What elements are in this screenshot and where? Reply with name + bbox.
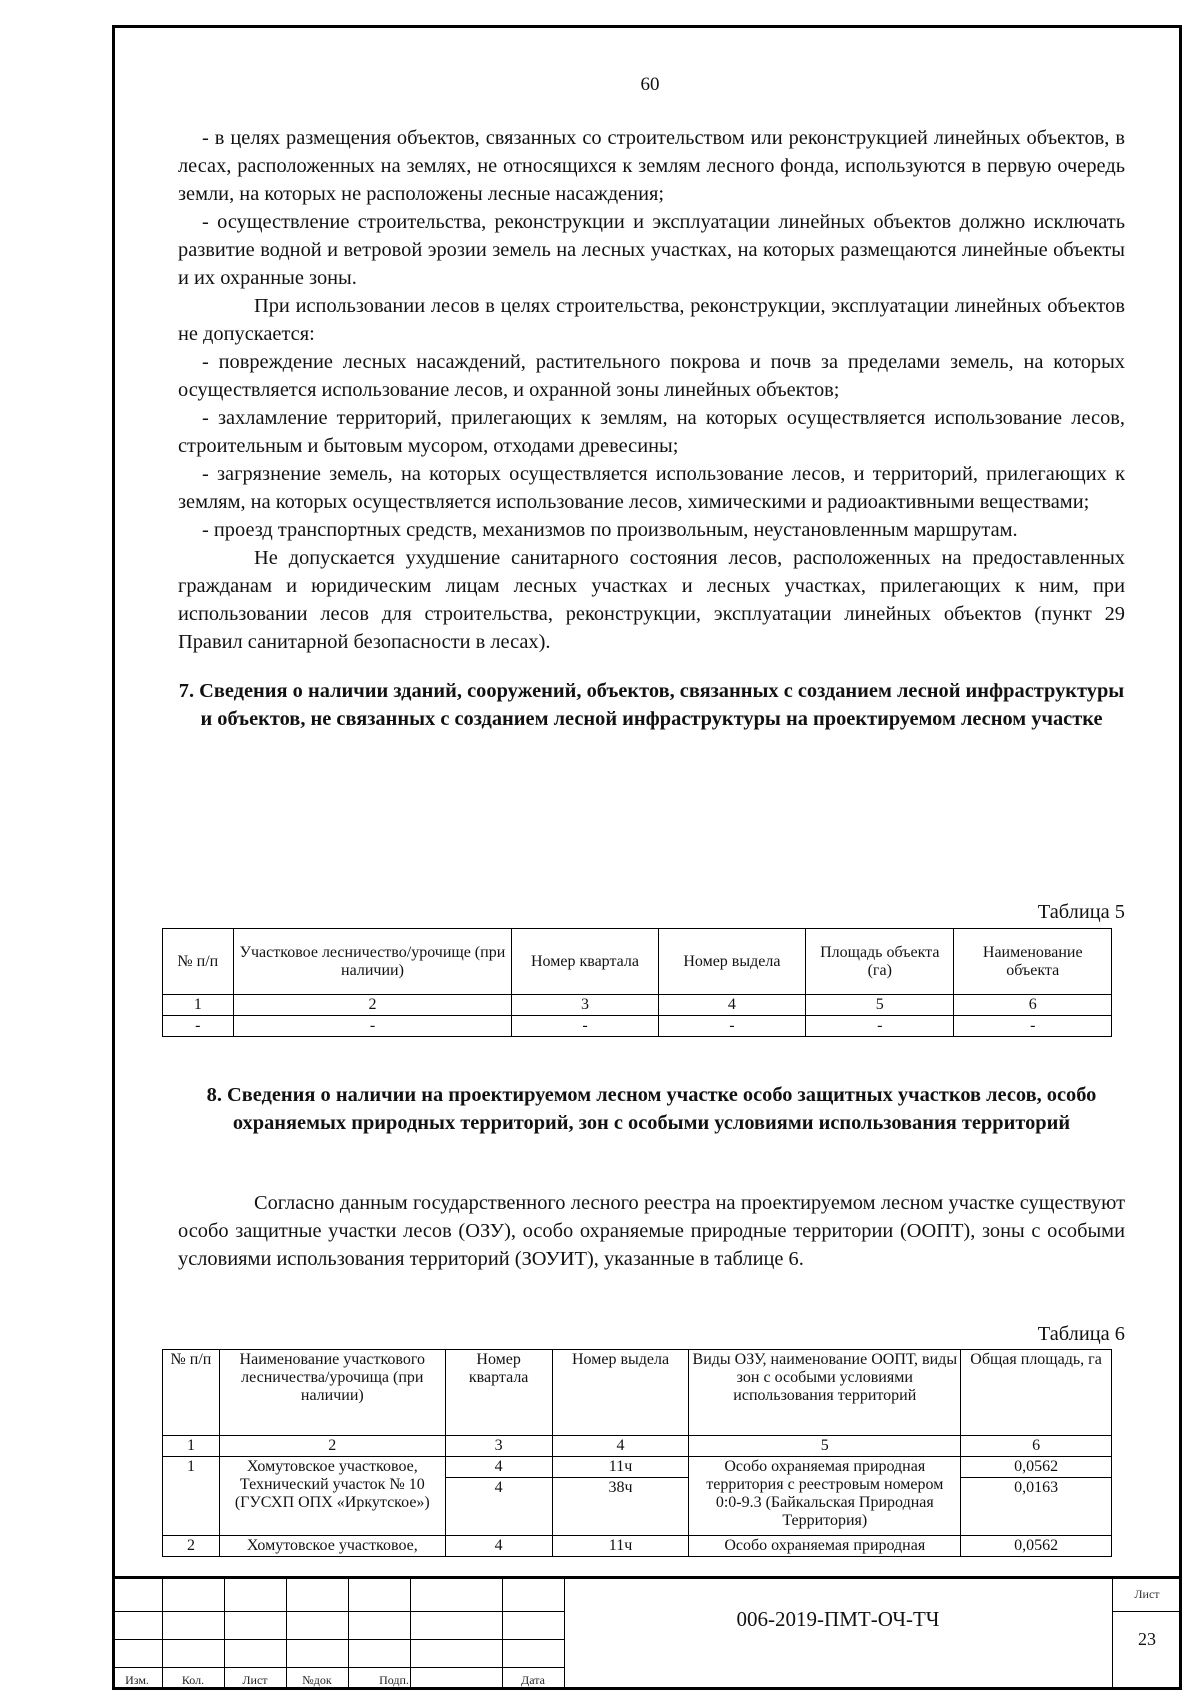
paragraph: Согласно данным государственного лесного реестра на проектируемом лесном участке существуют особо защитные участки лесов (ОЗУ), особо охраняемые природные территории (ООПТ), зоны с особыми условиями использования территорий (ЗОУИТ), указанные в таблице 6.: [178, 1192, 1125, 1270]
stamp-label: Дата: [521, 1673, 545, 1687]
table-header-row: [163, 1350, 1112, 1436]
table-cell: 0,0562: [961, 1536, 1112, 1557]
paragraph: Не допускается ухудшение санитарного состояния лесов, расположенных на предоставленных гражданам и юридическим лицам лесных участках и лесных участках, прилегающих к ним, при использовании лесов для строительства, реконструкции, эксплуатации линейных объектов (пункт 29 Правил санитарной безопасности в лесах).: [178, 547, 1125, 653]
table-6: [162, 1349, 1112, 1571]
stamp-label: Изм.: [125, 1673, 149, 1687]
stamp-label: Лист: [242, 1673, 268, 1687]
table-header-cell: Виды ОЗУ, наименование ООПТ, виды зон с особыми условиями использования территорий: [689, 1350, 961, 1436]
sheet-number: 23: [1138, 1629, 1156, 1649]
section-7-heading: 7. Сведения о наличии зданий, сооружений, объектов, связанных с созданием лесной инфраструктуры и объектов, не связанных с созданием лесной инфраструктуры на проектируемом лесном участке: [178, 680, 1125, 730]
table-header-cell: Участковое лесничество/урочище (при наличии): [233, 929, 512, 995]
section-8-body: [178, 1189, 1125, 1273]
paragraph: - в целях размещения объектов, связанных со строительством или реконструкцией линейных объектов, в лесах, расположенных на землях, не относящихся к землям лесного фонда, используются в первую очередь земли, на которых не расположены лесные насаждения;: [178, 127, 1125, 205]
paragraph: - повреждение лесных насаждений, растительного покрова и почв за пределами земель, на которых осуществляется использование лесов, и охранной зоны линейных объектов;: [178, 351, 1125, 401]
table-header-cell: Номер квартала: [445, 1350, 552, 1436]
table-cell: 3: [445, 1436, 552, 1457]
section-8: [178, 1081, 1125, 1137]
table-5: [162, 928, 1112, 1037]
paragraph: - загрязнение земель, на которых осуществляется использование лесов, и территорий, прилегающих к землям, на которых осуществляется использование лесов, химическими и радиоактивными веществами;: [178, 463, 1125, 513]
table-header-cell: Наименование участкового лесничества/урочища (при наличии): [219, 1350, 445, 1436]
table-row: [163, 1536, 1112, 1557]
body-text: [178, 124, 1125, 733]
table-cell: 11ч: [552, 1457, 689, 1478]
table-cell: 1: [163, 995, 234, 1016]
table-cell: -: [233, 1016, 512, 1037]
table-cell: 2: [233, 995, 512, 1016]
paragraph: - осуществление строительства, реконструкции и эксплуатации линейных объектов должно исключать развитие водной и ветровой эрозии земель на лесных участках, на которых размещаются линейные объекты и их охранные зоны.: [178, 211, 1125, 289]
table-cell: 6: [961, 1436, 1112, 1457]
table-header-cell: Наименование объекта: [954, 929, 1112, 995]
table-cell: 4: [552, 1436, 689, 1457]
table-6-caption: Таблица 6: [1037, 1323, 1125, 1345]
sheet-label: Лист: [1134, 1587, 1160, 1601]
table-header-cell: Номер выдела: [658, 929, 805, 995]
table-cell: 2: [219, 1436, 445, 1457]
table-cell: 1: [163, 1457, 220, 1536]
table-cell: 5: [689, 1436, 961, 1457]
table-header-cell: Номер квартала: [512, 929, 658, 995]
paragraph: При использовании лесов в целях строительства, реконструкции, эксплуатации линейных объектов не допускается:: [178, 295, 1125, 345]
table-cell: 6: [954, 995, 1112, 1016]
table-cell: -: [512, 1016, 658, 1037]
table-header-cell: Площадь объекта (га): [806, 929, 954, 995]
table-header-cell: № п/п: [163, 929, 234, 995]
table-cell: Особо охраняемая природная: [689, 1536, 961, 1557]
table-cell: 4: [445, 1457, 552, 1478]
table-row: [163, 1016, 1112, 1037]
table-cell: -: [954, 1016, 1112, 1037]
table-cell: 1: [163, 1436, 220, 1457]
title-block: [112, 1576, 1182, 1690]
stamp-label: №док: [302, 1673, 332, 1687]
table-cell: -: [163, 1016, 234, 1037]
table-row: [163, 1457, 1112, 1478]
stamp-label: Кол.: [181, 1673, 205, 1687]
table-cell: -: [806, 1016, 954, 1037]
table-cell: Хомутовское участковое, Технический участок № 10 (ГУСХП ОПХ «Иркутское»): [219, 1457, 445, 1536]
table-header-row: [163, 929, 1112, 995]
table-cell: 4: [445, 1478, 552, 1536]
table-cell: 3: [512, 995, 658, 1016]
section-8-heading: 8. Сведения о наличии на проектируемом лесном участке особо защитных участков лесов, особо охраняемых природных территорий, зон с особыми условиями использования территорий: [206, 1084, 1097, 1134]
table-cell: Хомутовское участковое,: [219, 1536, 445, 1557]
table-cell: 11ч: [552, 1536, 689, 1557]
table-cell: -: [658, 1016, 805, 1037]
table-cell: 5: [806, 995, 954, 1016]
table-cell: 4: [445, 1536, 552, 1557]
table-index-row: [163, 995, 1112, 1016]
table-5-caption: Таблица 5: [1037, 901, 1125, 923]
paragraph: - захламление территорий, прилегающих к землям, на которых осуществляется использование лесов, строительным и бытовым мусором, отходами древесины;: [178, 407, 1125, 457]
table-cell: Особо охраняемая природная территория с реестровым номером 0:0-9.3 (Байкальская Природная Территория): [689, 1457, 961, 1536]
document-code: 006-2019-ПМТ-ОЧ-ТЧ: [736, 1607, 940, 1631]
table-index-row: [163, 1436, 1112, 1457]
paragraph: - проезд транспортных средств, механизмов по произвольным, неустановленным маршрутам.: [202, 519, 1018, 541]
table-cell: 0,0163: [961, 1478, 1112, 1536]
table-header-cell: Общая площадь, га: [961, 1350, 1112, 1436]
page-number: 60: [640, 74, 660, 95]
table-cell: 0,0562: [961, 1457, 1112, 1478]
table-cell: 2: [163, 1536, 220, 1557]
stamp-label: Подп.: [379, 1673, 409, 1687]
table-cell: 4: [658, 995, 805, 1016]
table-cell: 38ч: [552, 1478, 689, 1536]
table-header-cell: Номер выдела: [552, 1350, 689, 1436]
table-header-cell: № п/п: [163, 1350, 220, 1436]
